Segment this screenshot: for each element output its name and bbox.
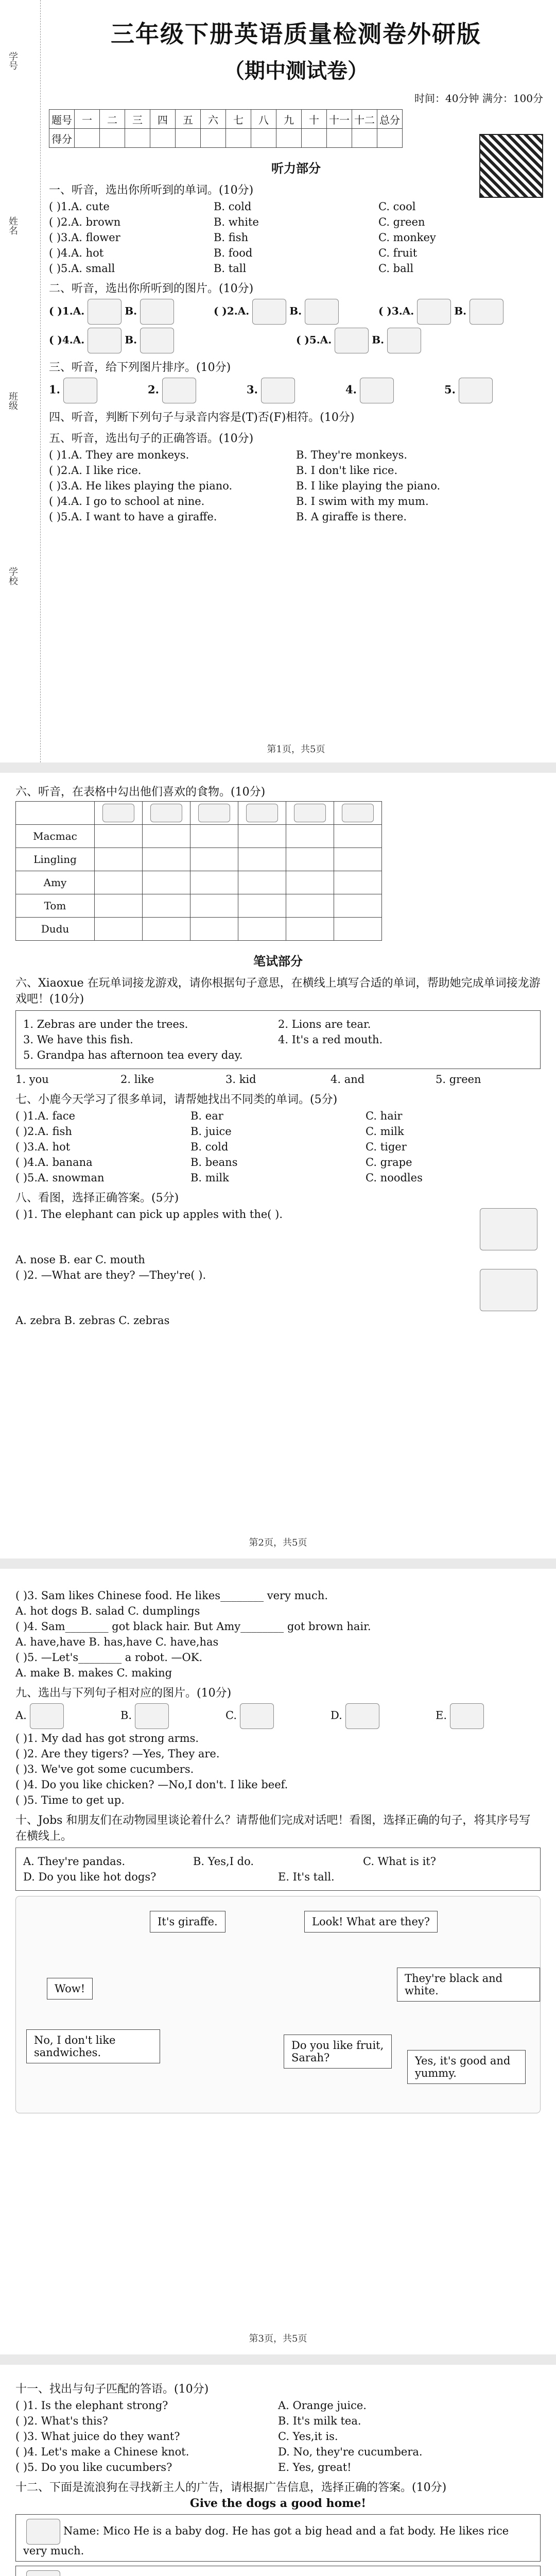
name-cell: Amy bbox=[16, 871, 95, 894]
page-4 bbox=[0, 2365, 556, 2576]
question-row: ( )4.A. banana B. beans C. grape bbox=[15, 1156, 412, 1168]
question-heading: 九、选出与下列句子相对应的图片。(10分) bbox=[15, 1687, 232, 1700]
margin-label: 学号 bbox=[8, 52, 18, 70]
margin-label: 学校 bbox=[8, 567, 18, 585]
ad-heading: Give the dogs a good home! bbox=[189, 2497, 367, 2510]
question-heading: 三、听音，给下列图片排序。(10分) bbox=[49, 361, 231, 374]
question-row: ( )1.A. face B. ear C. hair bbox=[15, 1110, 403, 1122]
page-separator bbox=[0, 2354, 556, 2365]
page-2 bbox=[0, 773, 556, 1558]
question-row: ( )2. —What are they? —They're( ). bbox=[15, 1269, 541, 1311]
binding-margin bbox=[0, 0, 41, 762]
question-row: A. make B. makes C. making bbox=[15, 1667, 172, 1679]
question-row: ( )5.A. I want to have a giraffe. B. A giraffe is there. bbox=[49, 511, 407, 523]
match-row: ( )4. Let's make a Chinese knot. D. No, they're cucumbera. bbox=[15, 2446, 423, 2458]
question-row: ( )2.A. fish B. juice C. milk bbox=[15, 1125, 404, 1138]
sentence-box: 1. Zebras are under the trees. 2. Lions are tear. 3. We have this fish. 4. It's a red mouth. 5. Grandpa has afternoon tea every day. bbox=[15, 1010, 541, 1069]
name-cell: Lingling bbox=[16, 848, 95, 871]
question-row: ( )4. Do you like chicken? —No,I don't. I like beef. bbox=[15, 1778, 288, 1791]
question-heading: 十、Jobs 和朋友们在动物园里谈论着什么？请帮他们完成对话吧！看图，选择正确的句子，将其序号写在横线上。 bbox=[15, 1814, 531, 1843]
question-row: ( )5.A. small B. tall C. ball bbox=[49, 262, 414, 275]
page-1 bbox=[0, 0, 556, 762]
question-row: ( )3.A. flower B. fish C. monkey bbox=[49, 231, 436, 244]
picture-row: ( )4.A. B. ( )5.A. B. bbox=[49, 328, 543, 353]
picture-row: 1. 2. 3. 4. 5. bbox=[49, 378, 543, 403]
picture-row: A. B. C. D. E. bbox=[15, 1703, 541, 1729]
page-separator bbox=[0, 1558, 556, 1569]
question-row: ( )5. —Let's________ a robot. —OK. bbox=[15, 1651, 203, 1664]
dog-ad bbox=[15, 2566, 541, 2576]
name-cell: Macmac bbox=[16, 825, 95, 848]
question-heading: 六、Xiaoxue 在玩单词接龙游戏，请你根据句子意思，在横线上填写合适的单词，帮助她完成单词接龙游戏吧！(10分) bbox=[15, 977, 541, 1006]
page-footer: 第1页，共5页 bbox=[267, 744, 325, 755]
question-row: ( )5.A. snowman B. milk C. noodles bbox=[15, 1172, 423, 1184]
dialogue-illustration: It's giraffe. Look! What are they? They're black and white. Wow! No, I don't like sandwiches. Do you like fruit, Sarah? Yes, it's good and yummy. bbox=[15, 1896, 541, 2113]
question-heading: 二、听音，选出你所听到的图片。(10分) bbox=[49, 282, 254, 295]
qr-code bbox=[479, 134, 543, 198]
score-table: 题号 一 二 三 四 五 六 七 八 九 十 十一 十二 总分 得分 bbox=[49, 109, 403, 148]
word-chain: 1. you 2. like 3. kid 4. and 5. green bbox=[15, 1073, 481, 1086]
question-row: ( )4. Sam________ got black hair. But Amy________ got brown hair. bbox=[15, 1620, 371, 1633]
section-heading: 听力部分 bbox=[271, 161, 321, 176]
question-row: A. have,have B. has,have C. have,has bbox=[15, 1636, 219, 1648]
question-row: ( )5. Time to get up. bbox=[15, 1794, 125, 1806]
page-3 bbox=[0, 1569, 556, 2354]
match-row: ( )5. Do you like cucumbers? E. Yes, great! bbox=[15, 2461, 352, 2473]
question-row: ( )4.A. hot B. food C. fruit bbox=[49, 247, 418, 259]
question-row: A. hot dogs B. salad C. dumplings bbox=[15, 1605, 200, 1617]
question-row: ( )2.A. I like rice. B. I don't like rice. bbox=[49, 464, 398, 477]
question-heading: 八、看图，选择正确答案。(5分) bbox=[15, 1192, 179, 1205]
question-row: A. zebra B. zebras C. zebras bbox=[15, 1314, 170, 1327]
question-row: ( )3. We've got some cucumbers. bbox=[15, 1763, 194, 1775]
page-footer: 第3页，共5页 bbox=[249, 2333, 307, 2344]
margin-label: 班级 bbox=[8, 392, 18, 410]
question-row: ( )1.A. cute B. cold C. cool bbox=[49, 200, 416, 213]
margin-label: 姓名 bbox=[8, 216, 18, 235]
question-row: ( )3.A. He likes playing the piano. B. I like playing the piano. bbox=[49, 480, 441, 492]
page-title: 三年级下册英语质量检测卷外研版 bbox=[111, 20, 481, 48]
question-row: ( )1.A. They are monkeys. B. They're monkeys. bbox=[49, 449, 408, 461]
question-heading: 五、听音，选出句子的正确答语。(10分) bbox=[49, 432, 254, 445]
match-row: ( )2. What's this? B. It's milk tea. bbox=[15, 2415, 361, 2427]
question-row: ( )2. Are they tigers? —Yes, They are. bbox=[15, 1748, 220, 1760]
section-heading: 笔试部分 bbox=[253, 954, 303, 969]
question-heading: 六、听音，在表格中勾出他们喜欢的食物。(10分) bbox=[15, 786, 266, 799]
question-row: ( )1. The elephant can pick up apples with the( ). bbox=[15, 1208, 541, 1250]
question-heading: 七、小鹿今天学习了很多单词，请帮她找出不同类的单词。(5分) bbox=[15, 1093, 338, 1106]
page-footer: 第2页，共5页 bbox=[249, 1537, 307, 1548]
option-box: A. They're pandas. B. Yes,I do. C. What is it? D. Do you like hot dogs? E. It's tall. bbox=[15, 1848, 541, 1891]
question-heading: 十二、下面是流浪狗在寻找新主人的广告，请根据广告信息，选择正确的答案。(10分) bbox=[15, 2481, 447, 2494]
page-subtitle: （期中测试卷） bbox=[224, 59, 368, 83]
name-cell: Tom bbox=[16, 894, 95, 918]
question-row: ( )3. Sam likes Chinese food. He likes________ very much. bbox=[15, 1589, 328, 1602]
time-info: 时间：40分钟 满分：100分 bbox=[414, 92, 543, 105]
match-row: ( )1. Is the elephant strong? A. Orange juice. bbox=[15, 2399, 367, 2412]
food-table bbox=[15, 801, 382, 941]
page-separator bbox=[0, 762, 556, 773]
question-heading: 十一、找出与句子匹配的答语。(10分) bbox=[15, 2383, 209, 2396]
dog-ad: Name: Mico He is a baby dog. He has got a big head and a fat body. He likes rice very much. bbox=[15, 2514, 541, 2562]
question-row: ( )1. My dad has got strong arms. bbox=[15, 1732, 199, 1744]
question-heading: 一、听音，选出你所听到的单词。(10分) bbox=[49, 184, 254, 197]
name-cell: Dudu bbox=[16, 918, 95, 941]
question-row: ( )2.A. brown B. white C. green bbox=[49, 216, 425, 228]
match-row: ( )3. What juice do they want? C. Yes,it is. bbox=[15, 2430, 338, 2443]
question-row: ( )4.A. I go to school at nine. B. I swim with my mum. bbox=[49, 495, 429, 507]
question-heading: 四、听音，判断下列句子与录音内容是(T)否(F)相符。(10分) bbox=[49, 411, 355, 424]
question-row: A. nose B. ear C. mouth bbox=[15, 1253, 145, 1266]
picture-row: ( )1.A. B. ( )2.A. B. ( )3.A. B. bbox=[49, 299, 543, 325]
question-row: ( )3.A. hot B. cold C. tiger bbox=[15, 1141, 407, 1153]
